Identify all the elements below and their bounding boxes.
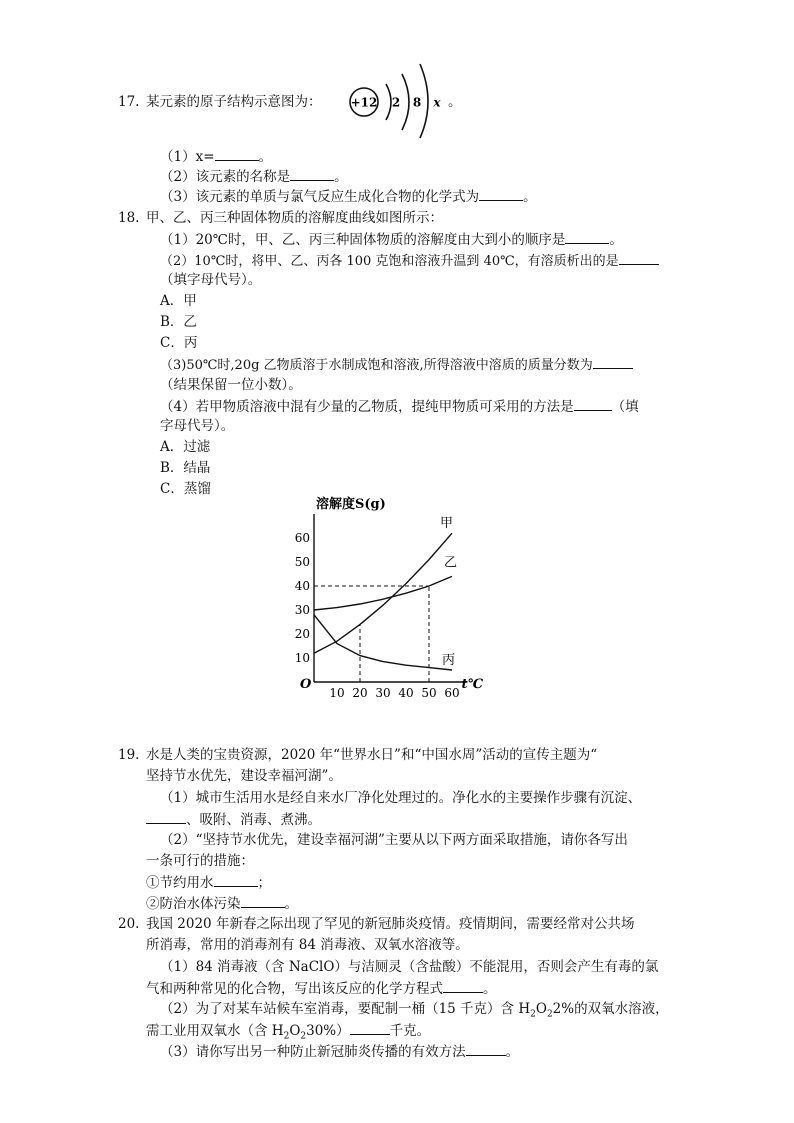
q19-item1: ①节约用水 ； [146, 872, 271, 893]
y-tick-label: 50 [294, 555, 310, 569]
x-axis-label: t℃ [461, 677, 484, 692]
answer-blank[interactable] [574, 396, 612, 411]
q17-stem: 某元素的原子结构示意图为： [146, 94, 322, 110]
q20-part2-cont: 需工业用双氧水（含 $H_2O_230\%$） 千克。 [146, 1020, 430, 1047]
q20-line2: 所消毒，常用的消毒剂有 84 消毒液、双氧水溶液等。 [146, 937, 469, 953]
q17-stem-end: 。 [448, 94, 462, 110]
q19-number: 19. [118, 747, 140, 763]
y-tick-label: 10 [294, 651, 310, 665]
x-tick-label: 40 [398, 686, 414, 700]
q19-part2: （2）“坚持节水优先，建设幸福河湖”主要从以下两方面采取措施，请你各写出 [160, 832, 628, 848]
q17-part1: （1）x= 。 [160, 146, 272, 167]
q17-number: 17. [118, 94, 140, 110]
x-tick-label: 30 [375, 686, 391, 700]
q19-part1: （1）城市生活用水是经自来水厂净化处理过的。净化水的主要操作步骤有沉淀、 [160, 790, 642, 806]
q17-part3: （3）该元素的单质与氯气反应生成化合物的化学式为 。 [160, 186, 537, 207]
q18-option-c2: C．蒸馏 [160, 481, 211, 497]
q18-option-b2: B．结晶 [160, 460, 211, 476]
series-label: 丙 [442, 653, 456, 668]
q19-line1: 水是人类的宝贵资源，2020 年“世界水日”和“中国水周”活动的宣传主题为“ [146, 747, 598, 763]
answer-blank[interactable] [443, 978, 483, 993]
q18-option-c: C．丙 [160, 335, 198, 351]
answer-blank[interactable] [290, 166, 334, 181]
q18-part3-cont: （结果保留一位小数）。 [160, 377, 302, 393]
answer-blank[interactable] [619, 250, 659, 265]
y-axis-label: 溶解度S(g) [316, 497, 386, 512]
solubility-chart [292, 492, 512, 702]
y-tick-label: 30 [294, 603, 310, 617]
series-line-甲 [314, 533, 452, 653]
shell-3-electrons: x [433, 95, 441, 110]
q18-part3: （3)50℃时,20g 乙物质溶于水制成饱和溶液,所得溶液中溶质的质量分数为 [160, 354, 633, 376]
q20-part1: （1）84 消毒液（含 NaClO）与洁厕灵（含盐酸）不能混用，否则会产生有毒的氯 [160, 959, 659, 975]
q18-part2: （2）10℃时，将甲、乙、丙各 100 克饱和溶液升温到 40℃，有溶质析出的是 [160, 250, 659, 272]
q18-number: 18. [118, 210, 140, 226]
answer-blank[interactable] [479, 186, 523, 201]
y-tick-label: 20 [294, 627, 310, 641]
q20-line1: 我国 2020 年新春之际出现了罕见的新冠肺炎疫情。疫情期间，需要经常对公共场 [146, 916, 635, 932]
answer-blank[interactable] [466, 1041, 506, 1056]
q19-part2-cont: 一条可行的措施： [146, 853, 254, 869]
series-label: 乙 [444, 555, 458, 571]
electron-shell-arc-1 [386, 84, 391, 120]
y-tick-label: 40 [294, 579, 310, 593]
atom-nucleus-charge: +12 [350, 95, 378, 110]
q18-part4-cont: 字母代号）。 [160, 418, 235, 434]
shell-2-electrons: 8 [412, 95, 422, 110]
q20-part1-cont: 气和两种常见的化合物，写出该反应的化学方程式 。 [146, 978, 497, 999]
answer-blank[interactable] [146, 809, 186, 824]
q18-option-a2: A．过滤 [160, 439, 211, 455]
electron-shell-arc-2 [402, 74, 409, 130]
answer-blank[interactable] [565, 229, 609, 244]
q18-part1: （1）20℃时，甲、乙、丙三种固体物质的溶解度由大到小的顺序是 。 [160, 229, 623, 250]
answer-blank[interactable] [241, 893, 285, 908]
answer-blank[interactable] [350, 1020, 390, 1035]
answer-blank[interactable] [214, 872, 258, 887]
q17-part2: （2）该元素的名称是 。 [160, 166, 348, 187]
q19-part1-cont: 、吸附、消毒、煮沸。 [146, 809, 321, 830]
q19-line2: 坚持节水优先，建设幸福河湖”。 [146, 768, 342, 784]
q18-stem: 甲、乙、丙三种固体物质的溶解度曲线如图所示： [146, 210, 443, 226]
y-tick-label: 60 [294, 531, 310, 545]
x-tick-label: 50 [421, 686, 437, 700]
origin-label: O [300, 677, 312, 692]
x-tick-label: 20 [352, 686, 368, 700]
answer-blank[interactable] [215, 146, 259, 161]
x-tick-label: 10 [329, 686, 345, 700]
shell-1-electrons: 2 [391, 95, 401, 110]
answer-blank[interactable] [593, 354, 633, 369]
x-tick-label: 60 [444, 686, 460, 700]
q18-option-b: B．乙 [160, 314, 197, 330]
q20-part3: （3）请你写出另一种防止新冠肺炎传播的有效方法 。 [160, 1041, 519, 1062]
q19-item2: ②防治水体污染 。 [146, 893, 298, 914]
series-label: 甲 [440, 516, 454, 532]
q20-part2: （2）为了对某车站候车室消毒，要配制一桶（15 千克）含 $H_2O_22\%$的双氧水溶液， [160, 1001, 669, 1020]
electron-shell-arc-3 [420, 64, 428, 138]
q20-number: 20. [118, 916, 140, 932]
q18-part4: （4）若甲物质溶液中混有少量的乙物质，提纯甲物质可采用的方法是 （填 [160, 396, 639, 417]
q18-part2-cont: （填字母代号）。 [160, 272, 262, 288]
q18-option-a: A．甲 [160, 293, 197, 309]
atom-structure-diagram [336, 58, 446, 140]
